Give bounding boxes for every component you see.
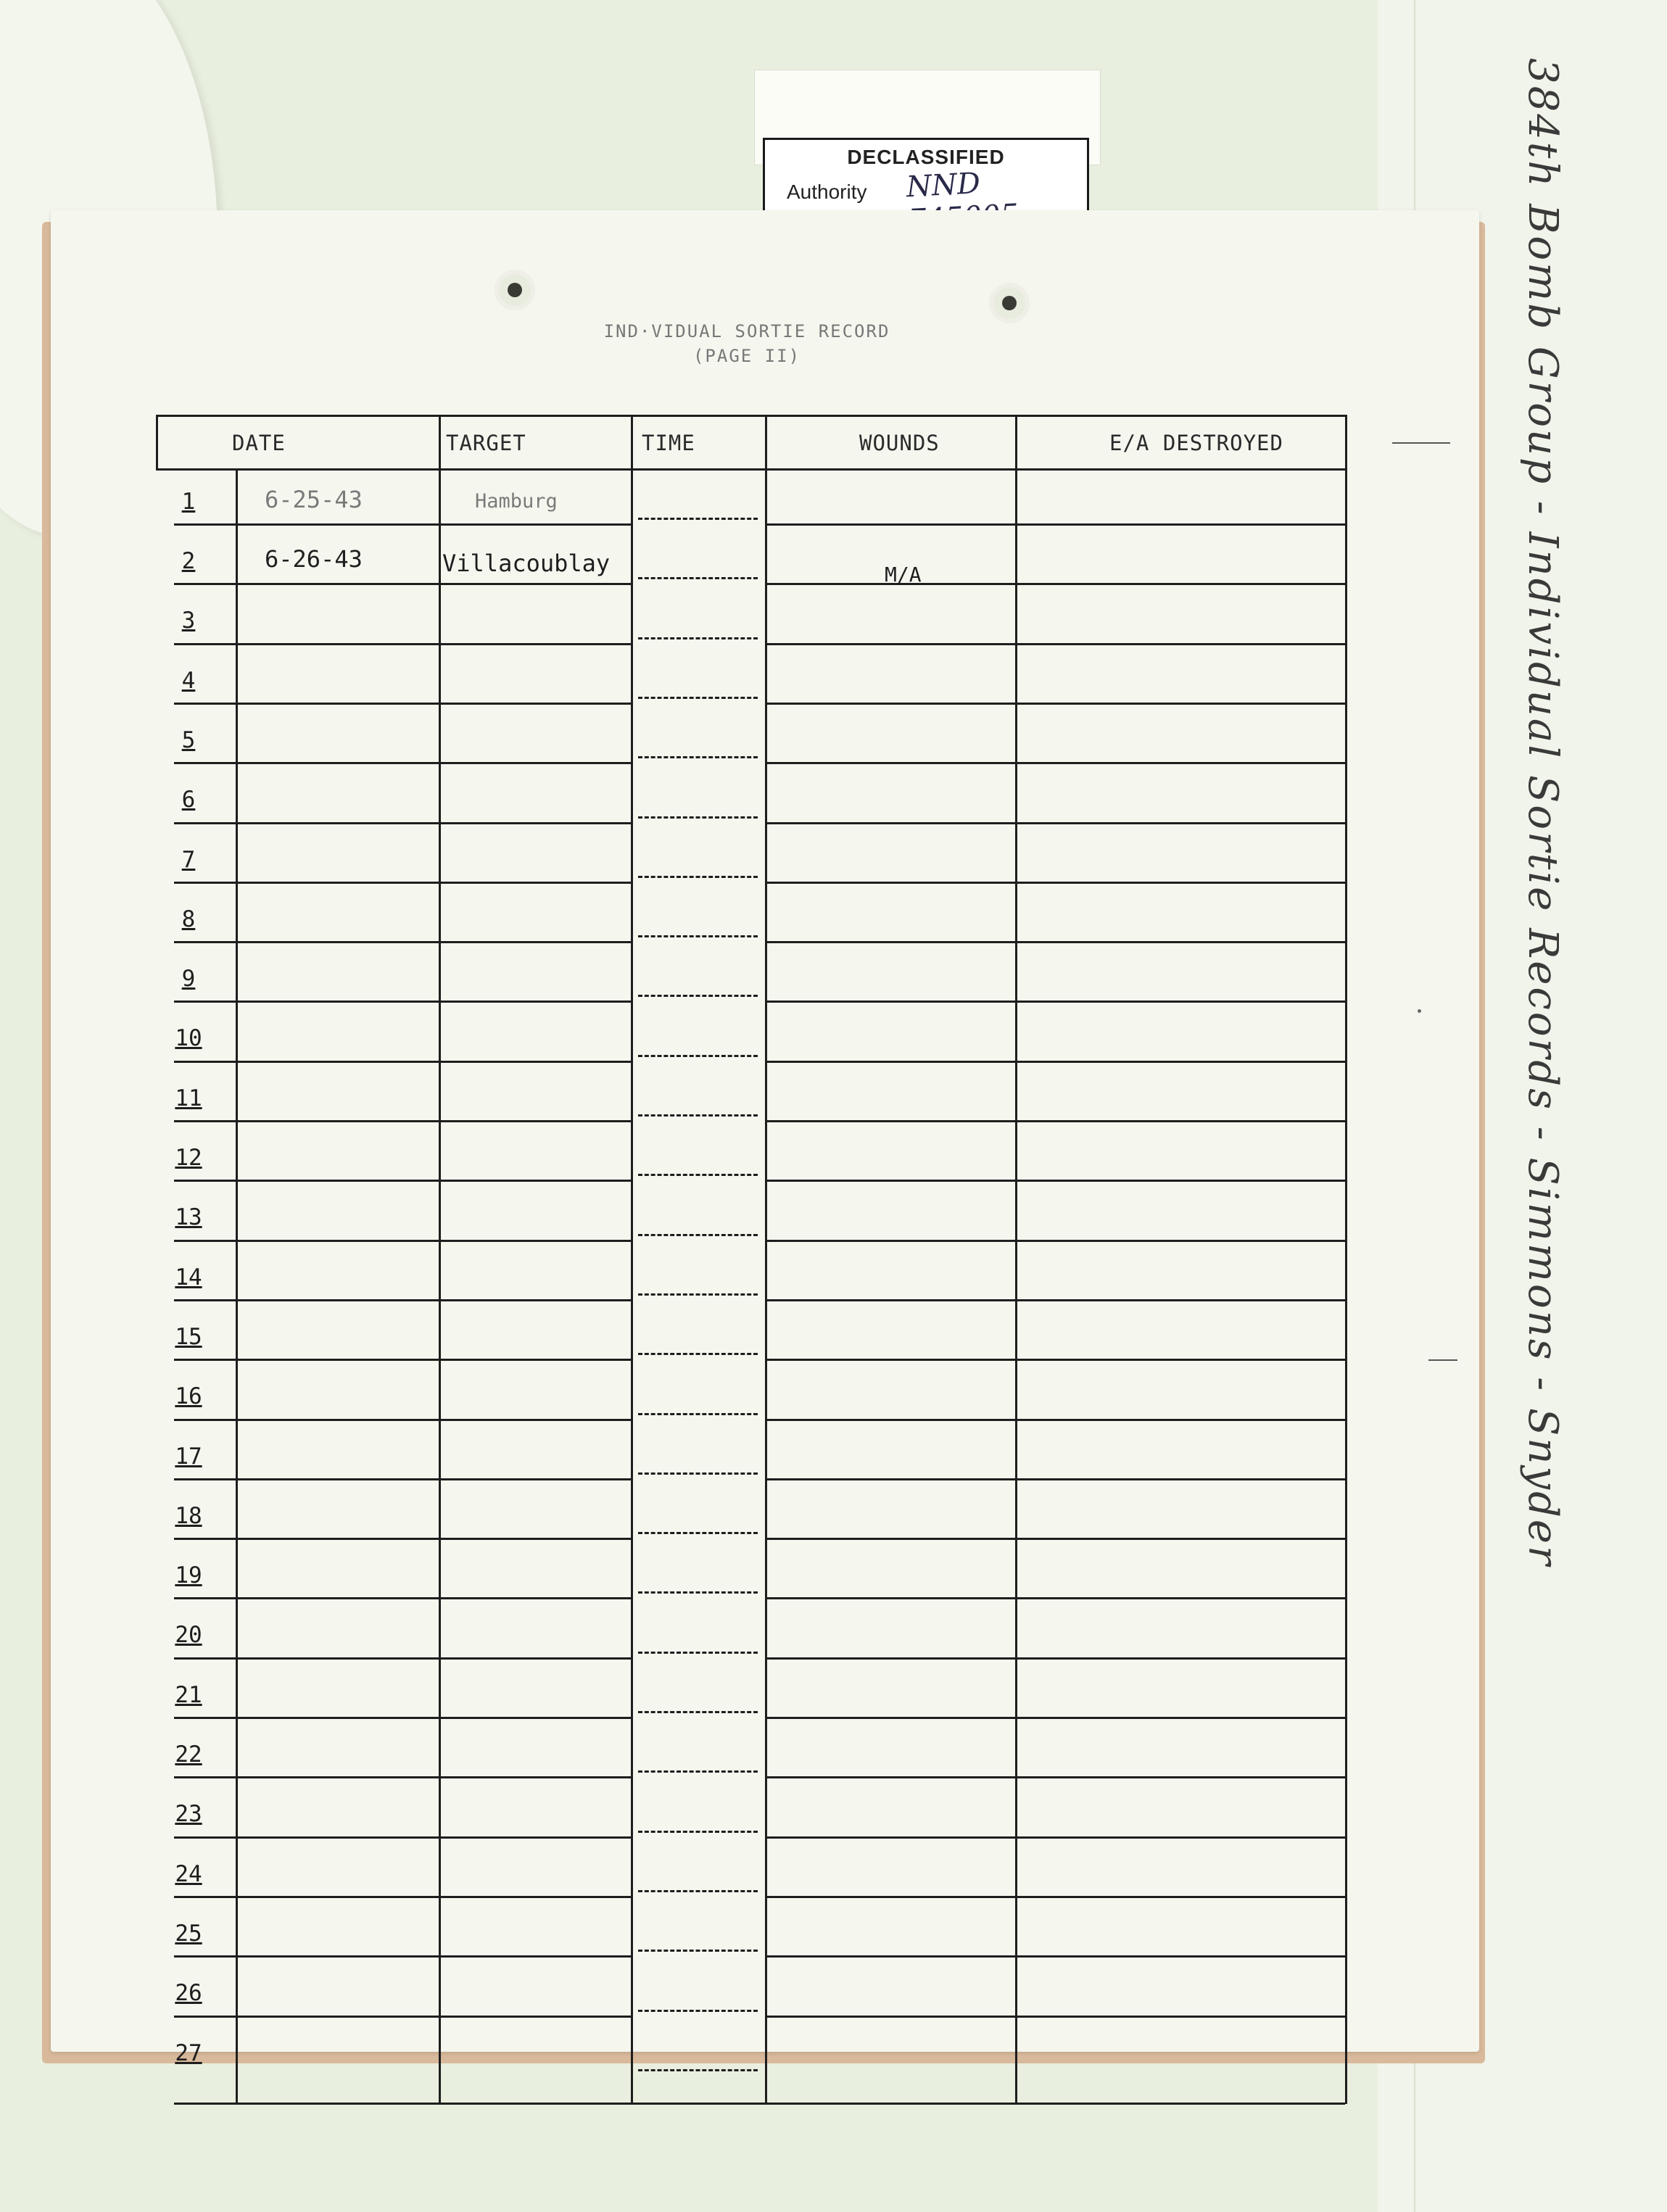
row-rule bbox=[174, 1120, 631, 1122]
time-dashes bbox=[638, 577, 758, 579]
row-rule bbox=[174, 1240, 631, 1242]
row-rule bbox=[765, 1299, 1345, 1301]
row-rule bbox=[174, 1419, 631, 1421]
row-rule bbox=[765, 1240, 1345, 1242]
table-left-edge bbox=[156, 415, 158, 468]
time-dashes bbox=[638, 1413, 758, 1415]
row-number: 10 bbox=[175, 1025, 202, 1052]
row-rule bbox=[765, 941, 1345, 943]
row-rule bbox=[174, 1896, 631, 1898]
row-rule bbox=[174, 1061, 631, 1063]
time-dashes bbox=[638, 518, 758, 520]
row-number: 18 bbox=[175, 1502, 202, 1529]
time-dashes bbox=[638, 935, 758, 937]
table-right-edge bbox=[1345, 415, 1347, 2104]
row-number: 7 bbox=[181, 846, 196, 873]
row-rule bbox=[765, 1896, 1345, 1898]
column-heading: WOUNDS bbox=[859, 431, 940, 455]
time-dashes bbox=[638, 1293, 758, 1296]
row-number: 12 bbox=[175, 1145, 202, 1171]
row-number: 4 bbox=[181, 667, 196, 694]
stamp-authority-label: Authority bbox=[787, 181, 867, 203]
row-rule bbox=[765, 703, 1345, 705]
row-rule bbox=[174, 643, 631, 645]
row-rule bbox=[174, 762, 631, 764]
time-dashes bbox=[638, 816, 758, 819]
column-divider-wounds bbox=[765, 415, 767, 2104]
stamp-authority-number: NND bbox=[901, 161, 1089, 239]
edge-mark bbox=[1392, 442, 1450, 444]
column-heading: E/A DESTROYED bbox=[1109, 431, 1283, 455]
row-rule bbox=[174, 583, 631, 585]
row-number: 1 bbox=[181, 488, 196, 515]
time-dashes bbox=[638, 995, 758, 997]
form-header-subtitle: (PAGE II) bbox=[692, 346, 801, 366]
target-cell: Villacoublay bbox=[442, 550, 611, 577]
row-rule bbox=[765, 1776, 1345, 1778]
date-cell: 6-25-43 bbox=[265, 485, 363, 513]
time-dashes bbox=[638, 1234, 758, 1236]
row-number: 27 bbox=[175, 2039, 202, 2066]
time-dashes bbox=[638, 2069, 758, 2071]
column-heading: TARGET bbox=[446, 431, 526, 455]
row-rule bbox=[765, 523, 1345, 526]
row-rule bbox=[765, 1359, 1345, 1361]
handwritten-side-note: 384th Bomb Group - Individual Sortie Records - Simmons - Snyder bbox=[1519, 58, 1566, 1567]
time-dashes bbox=[638, 1711, 758, 1713]
time-dashes bbox=[638, 1114, 758, 1117]
row-rule bbox=[174, 1597, 631, 1599]
row-number: 20 bbox=[175, 1622, 202, 1649]
row-rule bbox=[765, 762, 1345, 764]
time-dashes bbox=[638, 1890, 758, 1892]
column-heading: DATE bbox=[232, 431, 286, 455]
time-dashes bbox=[638, 1770, 758, 1773]
row-number: 14 bbox=[175, 1264, 202, 1291]
row-number: 25 bbox=[175, 1920, 202, 1947]
row-rule bbox=[174, 1717, 631, 1719]
row-rule bbox=[174, 523, 631, 526]
column-divider-ea bbox=[1015, 415, 1017, 2104]
row-number: 21 bbox=[175, 1681, 202, 1708]
row-rule bbox=[174, 882, 631, 884]
row-number: 11 bbox=[175, 1085, 202, 1111]
form-header-title: IND·VIDUAL SORTIE RECORD bbox=[603, 321, 890, 341]
time-dashes bbox=[638, 756, 758, 758]
row-rule bbox=[765, 1478, 1345, 1480]
row-rule bbox=[765, 822, 1345, 824]
row-number: 22 bbox=[175, 1741, 202, 1768]
row-rule bbox=[765, 1717, 1345, 1719]
row-number: 26 bbox=[175, 1980, 202, 2007]
row-rule bbox=[174, 1299, 631, 1301]
time-dashes bbox=[638, 2010, 758, 2012]
stamp-title: DECLASSIFIED bbox=[847, 146, 1005, 168]
paper-speck bbox=[1418, 1009, 1421, 1013]
time-dashes bbox=[638, 1353, 758, 1355]
time-dashes bbox=[638, 1174, 758, 1176]
row-rule bbox=[174, 941, 631, 943]
row-rule bbox=[174, 1180, 631, 1182]
row-rule bbox=[174, 1359, 631, 1361]
row-number: 16 bbox=[175, 1383, 202, 1410]
row-rule bbox=[174, 1776, 631, 1778]
time-dashes bbox=[638, 1472, 758, 1475]
row-rule bbox=[765, 2016, 1345, 2018]
date-cell: 6-26-43 bbox=[265, 545, 363, 573]
row-number: 13 bbox=[175, 1204, 202, 1231]
time-dashes bbox=[638, 1652, 758, 1654]
row-rule bbox=[765, 643, 1345, 645]
header-bottom-rule bbox=[156, 468, 1345, 471]
time-dashes bbox=[638, 697, 758, 699]
row-number: 6 bbox=[181, 787, 196, 813]
column-divider-target bbox=[439, 415, 441, 2104]
row-rule bbox=[765, 1597, 1345, 1599]
column-divider-time bbox=[631, 415, 633, 2104]
row-number: 23 bbox=[175, 1801, 202, 1828]
row-number: 15 bbox=[175, 1323, 202, 1350]
row-number: 24 bbox=[175, 1860, 202, 1887]
row-rule bbox=[174, 1836, 631, 1839]
target-cell: Hamburg bbox=[475, 489, 558, 513]
edge-mark bbox=[1428, 1359, 1457, 1361]
row-number: 17 bbox=[175, 1443, 202, 1470]
row-rule bbox=[765, 1001, 1345, 1003]
time-dashes bbox=[638, 1950, 758, 1952]
row-rule bbox=[174, 1955, 631, 1958]
row-number: 5 bbox=[181, 726, 196, 753]
time-dashes bbox=[638, 637, 758, 639]
row-number: 9 bbox=[181, 966, 196, 993]
row-rule bbox=[765, 1955, 1345, 1958]
table-bottom-rule bbox=[174, 2103, 1345, 2105]
row-rule bbox=[765, 1061, 1345, 1063]
time-dashes bbox=[638, 1055, 758, 1057]
row-rule bbox=[174, 1478, 631, 1480]
time-dashes bbox=[638, 1591, 758, 1594]
row-number: 2 bbox=[181, 548, 196, 574]
row-rule bbox=[765, 1538, 1345, 1540]
row-rule bbox=[765, 1836, 1345, 1839]
declassified-stamp bbox=[763, 138, 1089, 216]
form-header bbox=[529, 319, 964, 368]
punch-hole-right bbox=[989, 283, 1030, 323]
time-dashes bbox=[638, 1532, 758, 1534]
row-rule bbox=[765, 1657, 1345, 1660]
punch-hole-left bbox=[495, 270, 535, 310]
row-rule bbox=[765, 882, 1345, 884]
time-dashes bbox=[638, 876, 758, 878]
row-number: 3 bbox=[181, 608, 196, 634]
row-number: 8 bbox=[181, 906, 196, 932]
row-rule bbox=[765, 1180, 1345, 1182]
column-divider-date bbox=[236, 468, 238, 2104]
time-dashes bbox=[638, 1831, 758, 1833]
row-rule bbox=[765, 1120, 1345, 1122]
row-rule bbox=[174, 1657, 631, 1660]
table-top-rule bbox=[156, 415, 1345, 417]
row-rule bbox=[765, 1419, 1345, 1421]
column-heading: TIME bbox=[642, 431, 695, 455]
row-rule bbox=[174, 2016, 631, 2018]
row-rule bbox=[174, 1001, 631, 1003]
wounds-cell: M/A bbox=[885, 563, 922, 587]
row-rule bbox=[765, 583, 1345, 585]
row-rule bbox=[174, 703, 631, 705]
row-rule bbox=[174, 822, 631, 824]
row-number: 19 bbox=[175, 1562, 202, 1589]
row-rule bbox=[174, 1538, 631, 1540]
